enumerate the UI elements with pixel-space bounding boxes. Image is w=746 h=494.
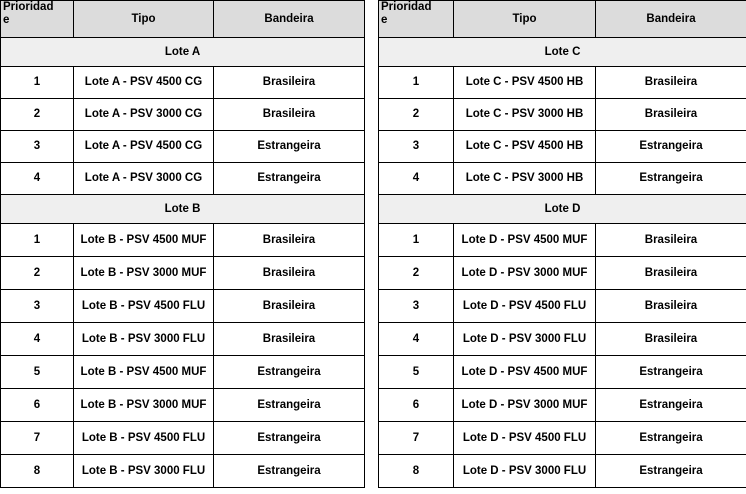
- tipo-cell: Lote B - PSV 3000 FLU: [74, 323, 214, 356]
- tipo-cell: Lote A - PSV 4500 CG: [74, 131, 214, 163]
- table-row: [379, 224, 746, 257]
- tipo-cell: Lote D - PSV 3000 MUF: [454, 257, 596, 290]
- tipo-cell: Lote B - PSV 3000 MUF: [74, 389, 214, 422]
- table-row: [1, 356, 365, 389]
- tipo-cell: Lote A - PSV 3000 CG: [74, 99, 214, 131]
- bandeira-cell: Estrangeira: [596, 131, 746, 163]
- table-row: [379, 422, 746, 455]
- table-row: [379, 455, 746, 488]
- bandeira-cell: Brasileira: [596, 99, 746, 131]
- priority-table-right: [378, 0, 746, 488]
- table-row: [379, 163, 746, 195]
- table-row: [1, 224, 365, 257]
- bandeira-cell: Estrangeira: [596, 356, 746, 389]
- priority-cell: 1: [1, 224, 74, 257]
- group-title: Lote C: [379, 38, 746, 67]
- table-row: [379, 257, 746, 290]
- priority-cell: 4: [379, 163, 454, 195]
- tipo-cell: Lote D - PSV 3000 MUF: [454, 389, 596, 422]
- priority-cell: 3: [1, 131, 74, 163]
- table-row: [379, 131, 746, 163]
- bandeira-cell: Brasileira: [214, 224, 365, 257]
- bandeira-cell: Brasileira: [214, 99, 365, 131]
- header-bandeira: Bandeira: [596, 1, 746, 38]
- table-row: [379, 290, 746, 323]
- bandeira-cell: Brasileira: [214, 67, 365, 99]
- priority-cell: 7: [1, 422, 74, 455]
- bandeira-cell: Estrangeira: [214, 131, 365, 163]
- bandeira-cell: Estrangeira: [214, 356, 365, 389]
- table-row: [1, 131, 365, 163]
- tipo-cell: Lote D - PSV 3000 FLU: [454, 323, 596, 356]
- table-row: [379, 356, 746, 389]
- tipo-cell: Lote D - PSV 4500 FLU: [454, 422, 596, 455]
- table-row: [1, 389, 365, 422]
- tipo-cell: Lote D - PSV 4500 MUF: [454, 356, 596, 389]
- priority-cell: 3: [1, 290, 74, 323]
- priority-cell: 6: [379, 389, 454, 422]
- priority-cell: 2: [379, 257, 454, 290]
- tipo-cell: Lote B - PSV 4500 MUF: [74, 224, 214, 257]
- priority-cell: 6: [1, 389, 74, 422]
- bandeira-cell: Brasileira: [596, 290, 746, 323]
- tipo-cell: Lote B - PSV 4500 FLU: [74, 290, 214, 323]
- bandeira-cell: Estrangeira: [214, 163, 365, 195]
- tipo-cell: Lote B - PSV 4500 FLU: [74, 422, 214, 455]
- bandeira-cell: Brasileira: [596, 257, 746, 290]
- header-bandeira: Bandeira: [214, 1, 365, 38]
- priority-cell: 4: [1, 323, 74, 356]
- tipo-cell: Lote C - PSV 4500 HB: [454, 67, 596, 99]
- priority-cell: 1: [1, 67, 74, 99]
- priority-cell: 2: [1, 257, 74, 290]
- group-row: [379, 195, 746, 224]
- tipo-cell: Lote C - PSV 3000 HB: [454, 99, 596, 131]
- bandeira-cell: Estrangeira: [214, 455, 365, 488]
- bandeira-cell: Estrangeira: [596, 422, 746, 455]
- table-row: [1, 422, 365, 455]
- priority-cell: 2: [1, 99, 74, 131]
- group-row: [1, 38, 365, 67]
- bandeira-cell: Brasileira: [596, 323, 746, 356]
- group-title: Lote D: [379, 195, 746, 224]
- priority-cell: 7: [379, 422, 454, 455]
- header-prioridade: Prioridad e: [1, 1, 74, 38]
- tipo-cell: Lote B - PSV 3000 MUF: [74, 257, 214, 290]
- priority-cell: 1: [379, 67, 454, 99]
- group-row: [1, 195, 365, 224]
- table-row: [1, 99, 365, 131]
- tipo-cell: Lote B - PSV 3000 FLU: [74, 455, 214, 488]
- tipo-cell: Lote C - PSV 3000 HB: [454, 163, 596, 195]
- group-row: [379, 38, 746, 67]
- header-row: [379, 1, 746, 38]
- table-row: [1, 290, 365, 323]
- tipo-cell: Lote C - PSV 4500 HB: [454, 131, 596, 163]
- header-row: [1, 1, 365, 38]
- priority-table-left: [0, 0, 365, 488]
- bandeira-cell: Brasileira: [596, 224, 746, 257]
- tipo-cell: Lote D - PSV 3000 FLU: [454, 455, 596, 488]
- priority-cell: 1: [379, 224, 454, 257]
- priority-cell: 5: [379, 356, 454, 389]
- table-row: [1, 257, 365, 290]
- priority-cell: 8: [379, 455, 454, 488]
- table-row: [379, 99, 746, 131]
- table-row: [379, 323, 746, 356]
- bandeira-cell: Brasileira: [596, 67, 746, 99]
- tipo-cell: Lote D - PSV 4500 FLU: [454, 290, 596, 323]
- bandeira-cell: Brasileira: [214, 290, 365, 323]
- bandeira-cell: Estrangeira: [596, 455, 746, 488]
- priority-cell: 5: [1, 356, 74, 389]
- bandeira-cell: Estrangeira: [596, 163, 746, 195]
- priority-cell: 8: [1, 455, 74, 488]
- tipo-cell: Lote B - PSV 4500 MUF: [74, 356, 214, 389]
- table-row: [1, 455, 365, 488]
- header-prioridade: Prioridad e: [379, 1, 454, 38]
- tipo-cell: Lote D - PSV 4500 MUF: [454, 224, 596, 257]
- group-title: Lote B: [1, 195, 365, 224]
- tipo-cell: Lote A - PSV 3000 CG: [74, 163, 214, 195]
- priority-cell: 4: [379, 323, 454, 356]
- table-row: [1, 323, 365, 356]
- priority-cell: 4: [1, 163, 74, 195]
- bandeira-cell: Estrangeira: [596, 389, 746, 422]
- group-title: Lote A: [1, 38, 365, 67]
- priority-cell: 2: [379, 99, 454, 131]
- table-row: [379, 389, 746, 422]
- priority-cell: 3: [379, 131, 454, 163]
- table-row: [1, 163, 365, 195]
- bandeira-cell: Estrangeira: [214, 389, 365, 422]
- table-row: [379, 67, 746, 99]
- tipo-cell: Lote A - PSV 4500 CG: [74, 67, 214, 99]
- bandeira-cell: Brasileira: [214, 323, 365, 356]
- bandeira-cell: Estrangeira: [214, 422, 365, 455]
- header-tipo: Tipo: [454, 1, 596, 38]
- bandeira-cell: Brasileira: [214, 257, 365, 290]
- priority-cell: 3: [379, 290, 454, 323]
- table-row: [1, 67, 365, 99]
- header-tipo: Tipo: [74, 1, 214, 38]
